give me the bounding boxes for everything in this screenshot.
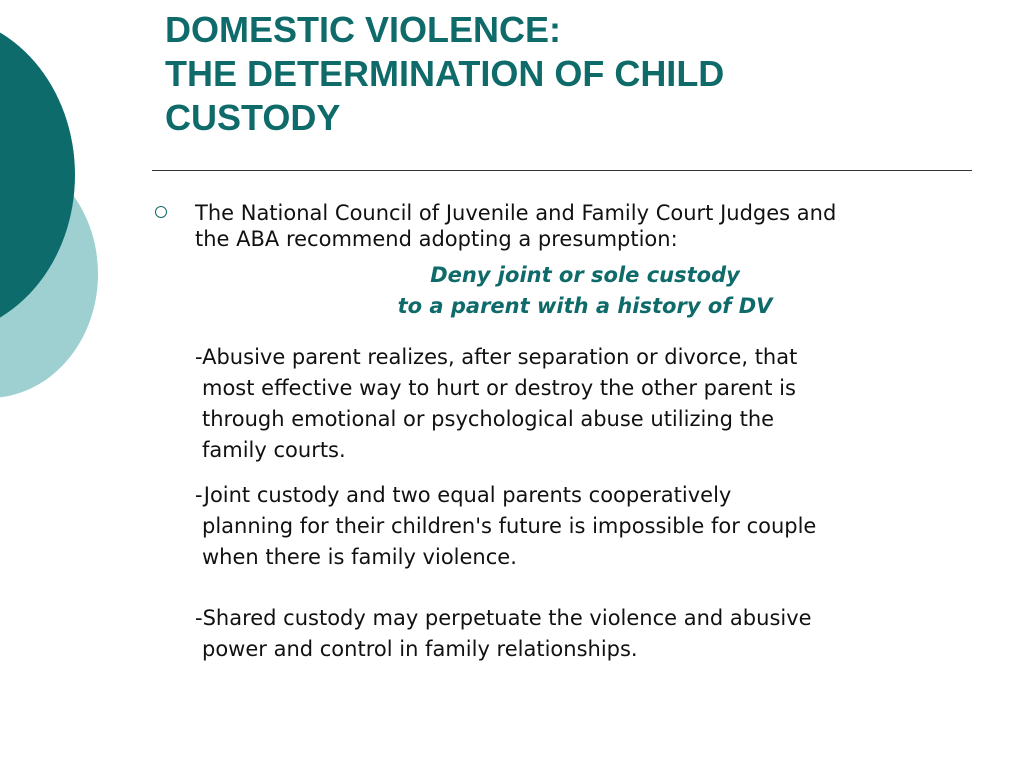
bullet-text — [195, 200, 995, 252]
slide-title-line: DOMESTIC VIOLENCE: — [165, 9, 562, 50]
emphasized-presumption — [170, 260, 1000, 322]
hollow-circle-bullet-icon — [155, 206, 167, 218]
paragraph-line: when there is family violence. — [202, 545, 517, 569]
bullet-text-line: The National Council of Juvenile and Family Court Judges and — [195, 201, 837, 225]
paragraph-line: -Shared custody may perpetuate the violence and abusive — [195, 606, 812, 630]
paragraph-joint-custody — [195, 480, 985, 573]
paragraph-line: most effective way to hurt or destroy the other parent is — [202, 376, 796, 400]
slide-title-line: THE DETERMINATION OF CHILD — [165, 53, 725, 94]
paragraph-line: planning for their children's future is impossible for couple — [202, 514, 817, 538]
paragraph-line: power and control in family relationships. — [202, 637, 638, 661]
paragraph-abusive-parent — [195, 342, 985, 466]
paragraph-line: -Joint custody and two equal parents cooperatively — [195, 483, 732, 507]
paragraph-shared-custody — [195, 603, 985, 665]
emphasis-line: Deny joint or sole custody — [430, 263, 740, 287]
bullet-text-line: the ABA recommend adopting a presumption: — [195, 227, 678, 251]
emphasis-line: to a parent with a history of DV — [397, 294, 773, 318]
paragraph-line: through emotional or psychological abuse utilizing the — [202, 407, 775, 431]
paragraph-line: -Abusive parent realizes, after separation or divorce, that — [195, 345, 798, 369]
paragraph-line: family courts. — [202, 438, 346, 462]
slide-title — [165, 8, 985, 140]
slide-title-line: CUSTODY — [165, 97, 341, 138]
title-divider — [152, 170, 972, 171]
